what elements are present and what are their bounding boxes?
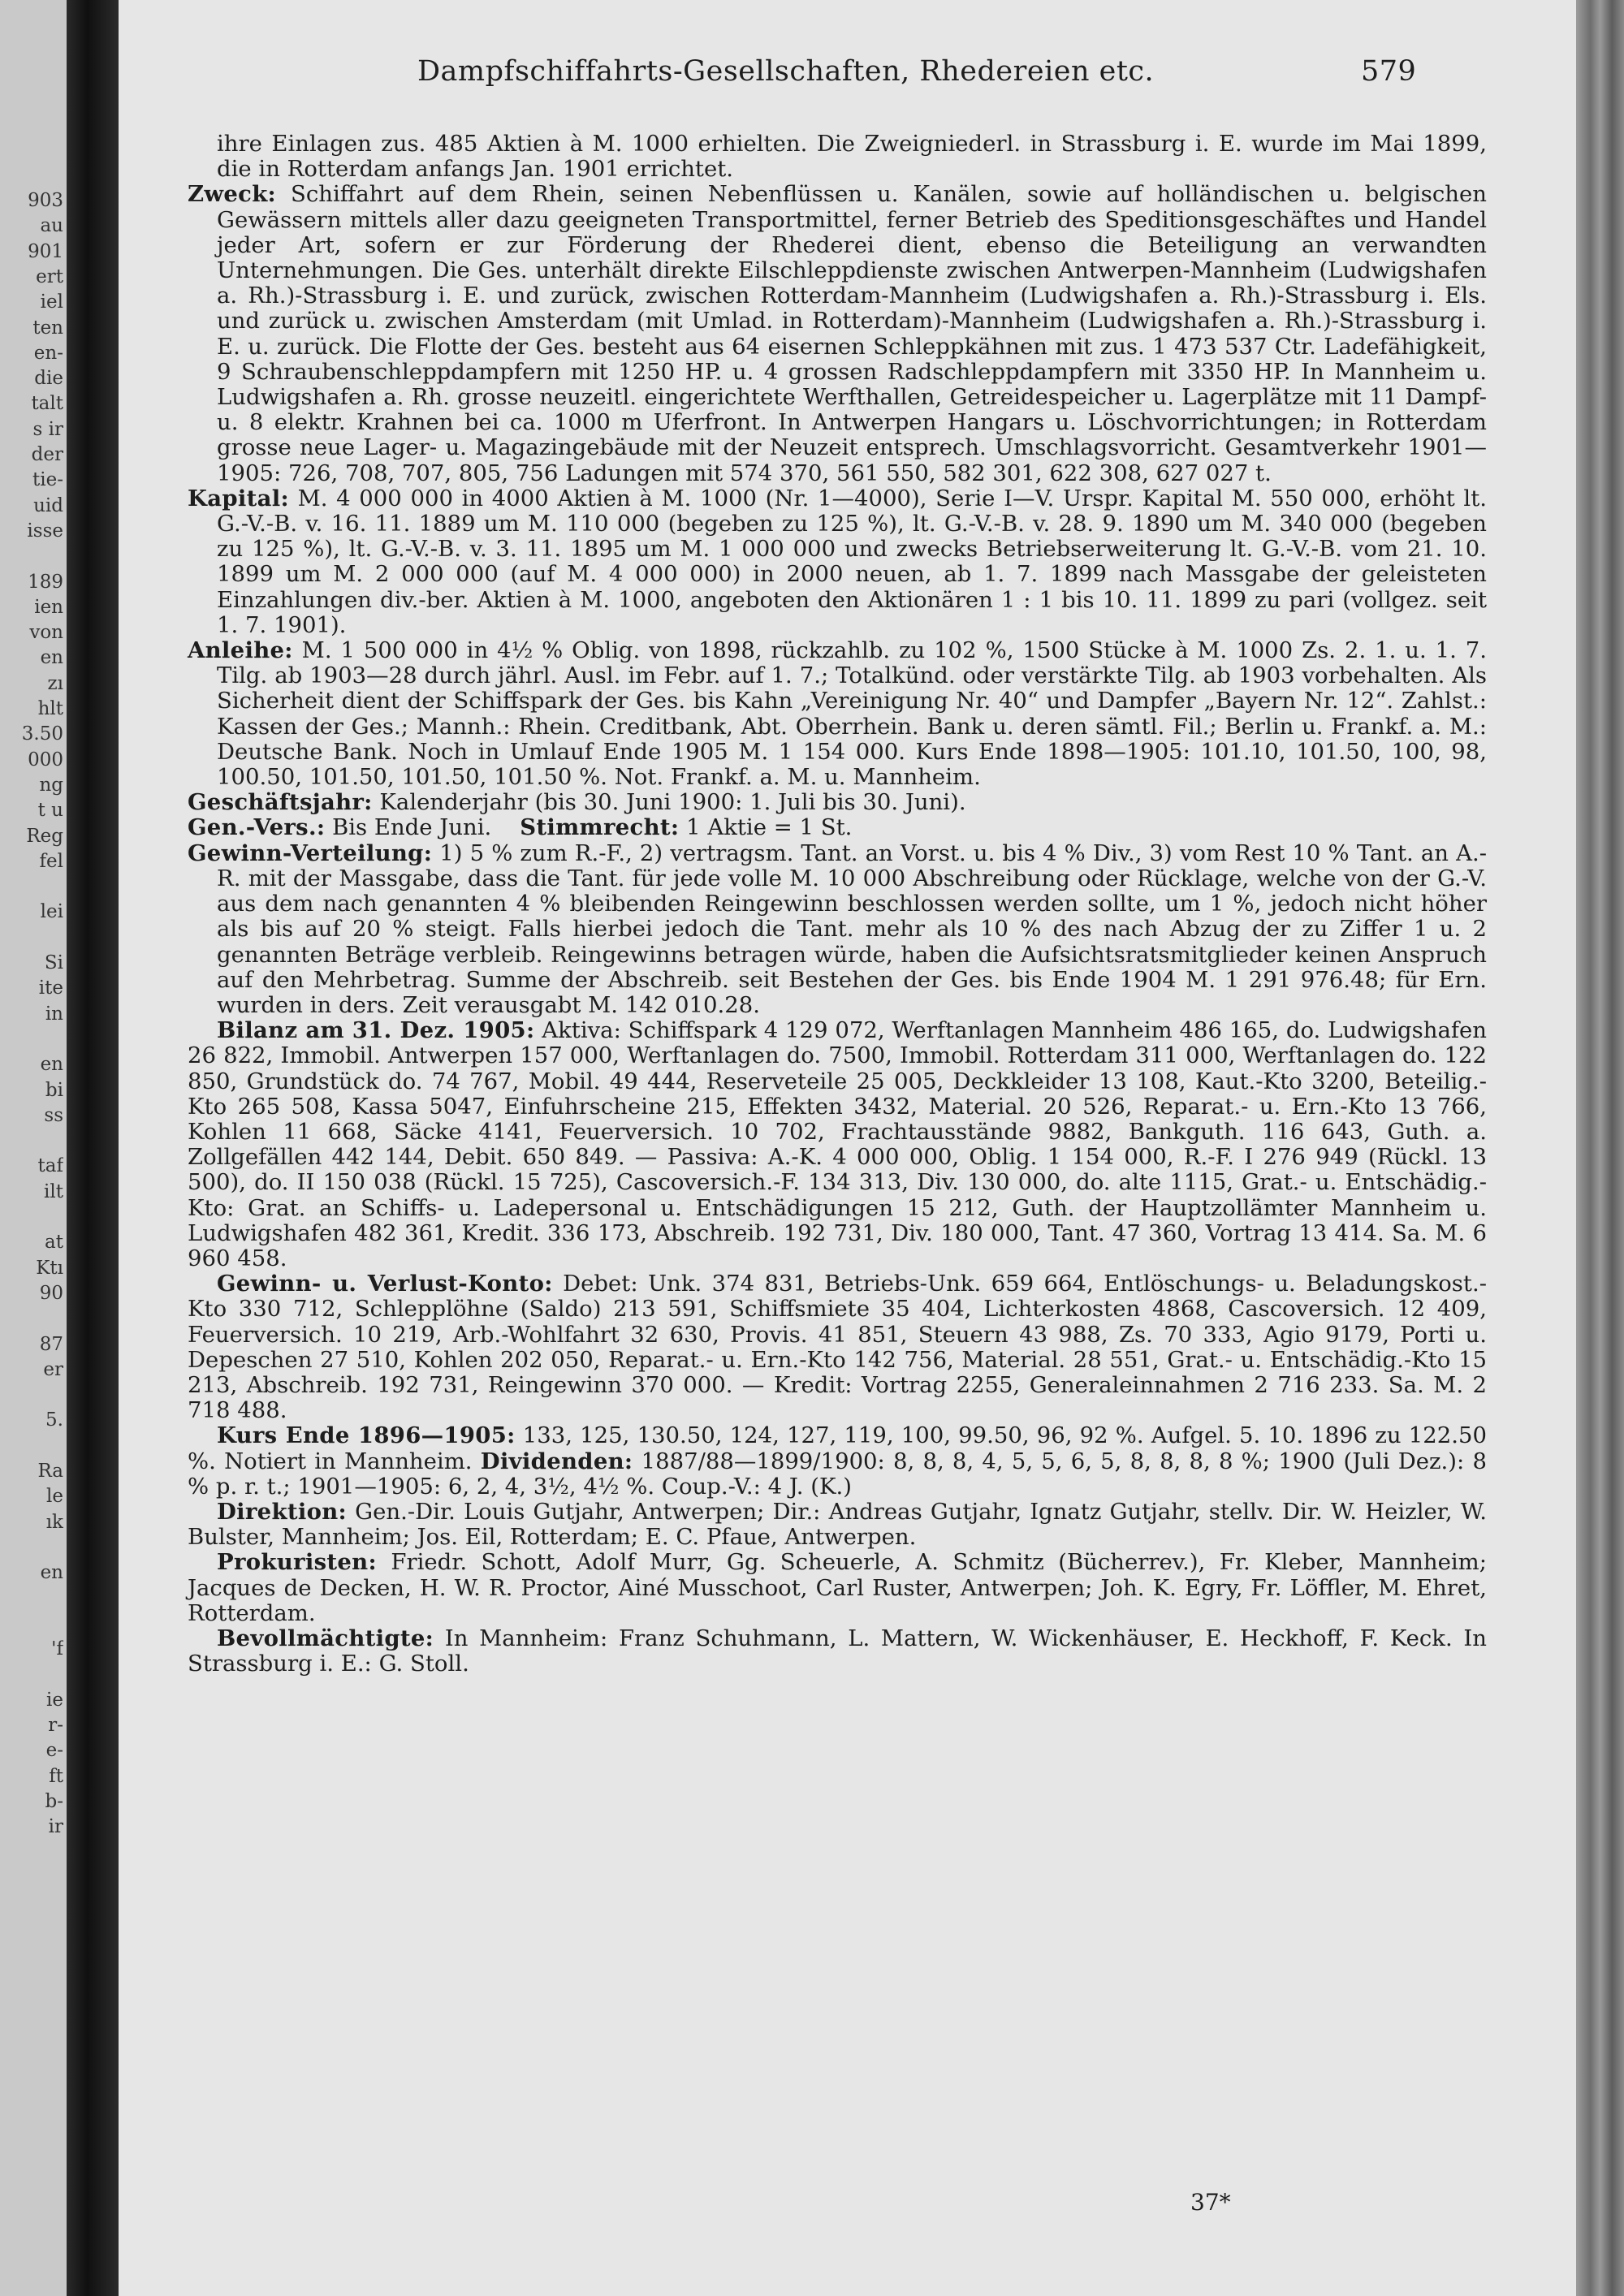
anleihe-paragraph: [188, 638, 1487, 790]
section-label: Gewinn-Verteilung:: [188, 839, 433, 866]
facing-page-fragment: fel: [39, 850, 63, 872]
facing-page-fragment: Si: [44, 952, 63, 973]
facing-page-fragment: t u: [37, 800, 63, 822]
facing-page-fragment: ng: [39, 774, 63, 796]
facing-page-fragment: 'f: [51, 1638, 63, 1660]
section-label: Bevollmächtigte:: [217, 1625, 434, 1651]
facing-page-fragment: hlt: [37, 698, 63, 719]
facing-page-fragment: iel: [40, 291, 63, 313]
section-label: Kurs Ende 1896—1905:: [217, 1422, 516, 1449]
facing-page-fragment: at: [45, 1232, 63, 1254]
kapital-paragraph: [188, 486, 1487, 638]
facing-page-fragment: ir: [48, 1816, 63, 1838]
section-label: Gen.-Vers.:: [188, 814, 326, 841]
facing-page-fragment: ss: [44, 1104, 63, 1126]
section-label: Anleihe:: [188, 637, 293, 664]
facing-page-fragment: ilt: [44, 1180, 63, 1202]
document-page: [119, 0, 1576, 2296]
facing-page-fragment: von: [29, 622, 63, 644]
facing-page-fragment: ık: [45, 1511, 63, 1533]
paragraph-text: Debet: Unk. 374 831, Betriebs-Unk. 659 664, Entlöschungs- u. Beladungskost.-Kto 330 712, Schlepplöhne (Saldo) 213 591, Schiffsmiete 35 404, Lichterkosten 4868, Cascoversich. 12 409, Feuerversich. 10 219, Arb.-Wohlfahrt 32 630, Provis. 41 851, Steuern 43 988, Zs. 70 333, Agio 9179, Porti u. Depeschen 27 510, Kohlen 202 050, Reparat.- u. Ern.-Kto 142 756, Material. 28 551, Grat.- u. Entschädig.-Kto 15 213, Abschreib. 192 731, Reingewinn 370 000. — Kredit: Vortrag 2255, Generaleinnahmen 2 716 233. Sa. M. 2 718 488.: [188, 1271, 1487, 1424]
facing-page-fragment: bi: [45, 1079, 63, 1101]
facing-page-fragment: en: [40, 1562, 63, 1584]
paragraph-text: Kalenderjahr (bis 30. Juni 1900: 1. Juli bis 30. Juni).: [379, 789, 966, 816]
section-label: Zweck:: [188, 181, 276, 208]
section-label: Dividenden:: [480, 1448, 633, 1474]
facing-page-fragment: zı: [47, 672, 63, 694]
direktion-paragraph: [188, 1500, 1487, 1550]
guv-paragraph: [188, 1271, 1487, 1423]
bilanz-paragraph: [188, 1018, 1487, 1271]
body-text: [188, 132, 1487, 1677]
paragraph-text: Bis Ende Juni.: [332, 814, 492, 841]
running-header: [119, 55, 1576, 96]
facing-page-fragment: ite: [38, 978, 63, 999]
facing-page-fragment: lei: [40, 901, 63, 923]
running-title: Dampfschiffahrts-Gesellschaften, Rhedereien etc.: [417, 55, 1155, 88]
paragraph-text: Schiffahrt auf dem Rhein, seinen Nebenflüssen u. Kanälen, sowie auf holländischen u. belgischen Gewässern mittels aller dazu geeigneten Transportmittel, ferner Betrieb des Speditionsgeschäftes und Handel jeder Art, sofern er zur Förderung der Rhederei dient, ebenso die Beteiligung an verwandten Unternehmungen. Die Ges. unterhält direkte Eilschleppdienste zwischen Antwerpen-Mannheim (Ludwigshafen a. Rh.)-Strassburg i. E. und zurück, zwischen Rotterdam-Mannheim (Ludwigshafen a. Rh.)-Strassburg i. Els. und zurück u. zwischen Amsterdam (mit Umlad. in Rotterdam)-Mannheim (Ludwigshafen a. Rh.)-Strassburg i. E. u. zurück. Die Flotte der Ges. besteht aus 64 eisernen Schleppkähnen mit zus. 1 473 537 Ctr. Ladefähigkeit, 9 Schraubenschleppdampfern mit 1250 HP. u. 4 grossen Radschleppdampfern mit 3350 HP. In Mannheim u. Ludwigshafen a. Rh. grosse neuzeitl. eingerichtete Werfthallen, Getreidespeicher u. Lagerplätze mit 11 Dampf- u. 8 elektr. Krahnen bei ca. 1000 m Uferfront. In Antwerpen Hangars u. Löschvorrichtungen; in Rotterdam grosse neue Lager- u. Magazingebäude mit der Neuzeit entsprech. Umschlagsvorricht. Gesamtverkehr 1901—1905: 726, 708, 707, 805, 756 Ladungen mit 574 370, 561 550, 582 301, 622 308, 627 027 t.: [217, 181, 1487, 486]
facing-page-fragment: ert: [36, 265, 63, 287]
facing-page-fragment: talt: [31, 393, 63, 415]
paragraph-text: 1887/88—1899/1900: 8, 8, 8, 4, 5, 5, 6, 5, 8, 8, 8, 8 %; 1900 (Juli Dez.): 8 % p. r. t.; 1901—1905: 6, 2, 4, 3½, 4½ %. Coup.-V.: 4 J. (K.): [188, 1448, 1487, 1500]
page-number: 579: [1361, 55, 1417, 88]
genvers-paragraph: [188, 815, 1487, 840]
facing-page-fragment: er: [43, 1358, 63, 1380]
page-edge-stack: [1576, 0, 1624, 2296]
section-label: Stimmrecht:: [520, 814, 680, 841]
paragraph-text: Aktiva: Schiffspark 4 129 072, Werftanlagen Mannheim 486 165, do. Ludwigshafen 26 822, Immobil. Antwerpen 157 000, Werftanlagen do. 7500, Immobil. Rotterdam 311 000, Werftanlagen do. 122 850, Grundstück do. 74 767, Mobil. 49 444, Reserveteile 25 005, Deckkleider 13 108, Kaut.-Kto 3200, Beteilig.-Kto 265 508, Kassa 5047, Einfuhrscheine 215, Effekten 3432, Material. 20 526, Reparat.- u. Ern.-Kto 13 766, Kohlen 11 668, Säcke 4141, Feuerversich. 10 702, Frachtausstände 9882, Bankguth. 116 643, Guth. a. Zollgefällen 442 144, Debit. 650 849. — Passiva: A.-K. 4 000 000, Oblig. 1 154 000, R.-F. I 276 949 (Rückl. 13 500), do. II 150 038 (Rückl. 15 725), Cascoversich.-F. 134 313, Div. 130 000, do. alte 1115, Grat.- u. Entschädig.-Kto: Grat. an Schiffs- u. Ladepersonal u. Entschädigungen 15 212, Guth. der Hauptzollämter Mannheim u. Ludwigshafen 482 361, Kredit. 336 173, Abschreib. 192 731, Div. 180 000, Tant. 47 360, Vortrag 13 414. Sa. M. 6 960 458.: [188, 1017, 1488, 1271]
facing-page-fragment: e-: [45, 1740, 63, 1762]
facing-page-fragment: en: [40, 1054, 63, 1076]
facing-page-fragment: 000: [28, 749, 63, 770]
zweck-paragraph: [188, 182, 1487, 486]
geschaeftsjahr-paragraph: [188, 790, 1487, 815]
facing-page-fragment: die: [34, 368, 63, 390]
facing-page-fragment: en-: [33, 342, 63, 364]
facing-page-fragment: au: [40, 215, 63, 237]
facing-page-fragment: b-: [45, 1790, 63, 1812]
facing-page-fragment: isse: [27, 520, 63, 542]
facing-page-fragment: 87: [39, 1333, 63, 1355]
facing-page-fragment: 189: [28, 571, 63, 593]
bevollmaechtigte-paragraph: [188, 1626, 1487, 1677]
facing-page-fragment: 5.: [45, 1409, 63, 1431]
facing-page-fragment: der: [31, 444, 63, 465]
facing-page-fragment: r-: [48, 1715, 63, 1736]
facing-page-fragment: en: [40, 647, 63, 669]
facing-page-fragment: 90: [39, 1282, 63, 1304]
facing-page-fragment: uid: [33, 494, 63, 516]
facing-page-fragment: s ir: [32, 418, 63, 440]
facing-page-fragment: tie-: [32, 469, 63, 491]
section-label: Direktion:: [217, 1498, 347, 1525]
section-label: Gewinn- u. Verlust-Konto:: [217, 1271, 553, 1297]
facing-page-fragment: 3.50: [21, 723, 63, 745]
section-label: Bilanz am 31. Dez. 1905:: [217, 1017, 535, 1044]
facing-page-edge: [0, 0, 67, 2296]
section-label: Geschäftsjahr:: [188, 789, 373, 816]
paragraph-text: M. 4 000 000 in 4000 Aktien à M. 1000 (Nr. 1—4000), Serie I—V. Urspr. Kapital M. 550 000, erhöht lt. G.-V.-B. v. 16. 11. 1889 um M. 110 000 (begeben zu 125 %), lt. G.-V.-B. v. 28. 9. 1890 um M. 340 000 (begeben zu 125 %), lt. G.-V.-B. v. 3. 11. 1895 um M. 1 000 000 und zwecks Betriebserweiterung lt. G.-V.-B. vom 21. 10. 1899 um M. 2 000 000 (auf M. 4 000 000) in 2000 neuen, ab 1. 7. 1899 nach Massgabe der geleisteten Einzahlungen div.-ber. Aktien à M. 1000, angeboten den Aktionären 1 : 1 bis 10. 11. 1899 zu pari (vollgez. seit 1. 7. 1901).: [217, 485, 1487, 638]
paragraph-text: Friedr. Schott, Adolf Murr, Gg. Scheuerle, A. Schmitz (Bücherrev.), Fr. Kleber, Mannheim; Jacques de Decken, H. W. R. Proctor, Ainé Musschoot, Carl Ruster, Antwerpen; Joh. K. Egry, Fr. Löffler, M. Ehret, Rotterdam.: [188, 1549, 1487, 1626]
prokuristen-paragraph: [188, 1550, 1487, 1626]
facing-page-fragment: ien: [34, 596, 63, 618]
facing-page-fragment: le: [46, 1486, 63, 1508]
facing-page-fragment: Reg: [26, 825, 63, 847]
section-label: Kapital:: [188, 485, 289, 511]
paragraph-text: 133, 125, 130.50, 124, 127, 119, 100, 99.50, 96, 92 %. Aufgel. 5. 10. 1896 zu 122.50 %. Notiert in Mannheim.: [188, 1422, 1487, 1474]
facing-page-fragment: 903: [28, 190, 63, 211]
paragraph-text: In Mannheim: Franz Schuhmann, L. Mattern, W. Wickenhäuser, E. Heckhoff, F. Keck. In Strassburg i. E.: G. Stoll.: [188, 1625, 1487, 1677]
paragraph-text: 1 Aktie = 1 St.: [686, 814, 853, 841]
facing-page-fragment: ft: [49, 1765, 63, 1787]
facing-page-fragment: ten: [32, 317, 63, 339]
signature-mark: 37*: [1190, 2189, 1231, 2216]
book-gutter: [67, 0, 119, 2296]
paragraph-text: Gen.-Dir. Louis Gutjahr, Antwerpen; Dir.: Andreas Gutjahr, Ignatz Gutjahr, stellv. Dir. W. Heizler, W. Bulster, Mannheim; Jos. Eil, Rotterdam; E. C. Pfaue, Antwerpen.: [188, 1498, 1487, 1551]
facing-page-fragment: Ktı: [36, 1257, 63, 1279]
section-label: Prokuristen:: [217, 1549, 377, 1576]
facing-page-fragment: in: [45, 1003, 63, 1025]
kurs-dividenden-paragraph: [188, 1423, 1487, 1500]
facing-page-fragment: 901: [28, 240, 63, 262]
gewinnverteilung-paragraph: [188, 841, 1487, 1018]
facing-page-fragment: Ra: [37, 1461, 63, 1482]
paragraph-text: 1) 5 % zum R.-F., 2) vertragsm. Tant. an Vorst. u. bis 4 % Div., 3) vom Rest 10 % Tant. an A.-R. mit der Massgabe, dass die Tant. für jede volle M. 10 000 Abschreibung oder Rücklage, welche von der G.-V. aus dem nach genannten 4 % bleibenden Reingewinn beschlossen werden sollte, um 1 %, jedoch nicht höher als bis auf 20 % steigt. Falls hierbei jedoch die Tant. mehr als 10 % des nach Abzug der zu Ziffer 1 u. 2 genannten Beträge verbleib. Reingewinns betragen würde, haben die Aufsichtsratsmitglieder keinen Anspruch auf den Mehrbetrag. Summe der Abschreib. seit Bestehen der Ges. bis Ende 1904 M. 1 291 976.48; für Ern. wurden in ders. Zeit verausgabt M. 142 010.28.: [217, 839, 1487, 1018]
paragraph-text: ihre Einlagen zus. 485 Aktien à M. 1000 erhielten. Die Zweigniederl. in Strassburg i. E. wurde im Mai 1899, die in Rotterdam anfangs Jan. 1901 errichtet.: [217, 131, 1487, 183]
intro-paragraph: [188, 132, 1487, 182]
paragraph-text: M. 1 500 000 in 4½ % Oblig. von 1898, rückzahlb. zu 102 %, 1500 Stücke à M. 1000 Zs. 2. 1. u. 1. 7. Tilg. ab 1903—28 durch jährl. Ausl. im Febr. auf 1. 7.; Totalkünd. oder verstärkte Tilg. ab 1903 vorbehalten. Als Sicherheit dient der Schiffspark der Ges. bis Kahn „Vereinigung Nr. 40“ und Dampfer „Bayern Nr. 12“. Zahlst.: Kassen der Ges.; Mannh.: Rhein. Creditbank, Abt. Oberrhein. Bank u. deren sämtl. Fil.; Berlin u. Frankf. a. M.: Deutsche Bank. Noch in Umlauf Ende 1905 M. 1 154 000. Kurs Ende 1898—1905: 101.10, 101.50, 100, 98, 100.50, 101.50, 101.50, 101.50 %. Not. Frankf. a. M. u. Mannheim.: [217, 637, 1487, 791]
facing-page-fragment: taf: [37, 1155, 63, 1177]
facing-page-fragment: ie: [46, 1689, 63, 1711]
